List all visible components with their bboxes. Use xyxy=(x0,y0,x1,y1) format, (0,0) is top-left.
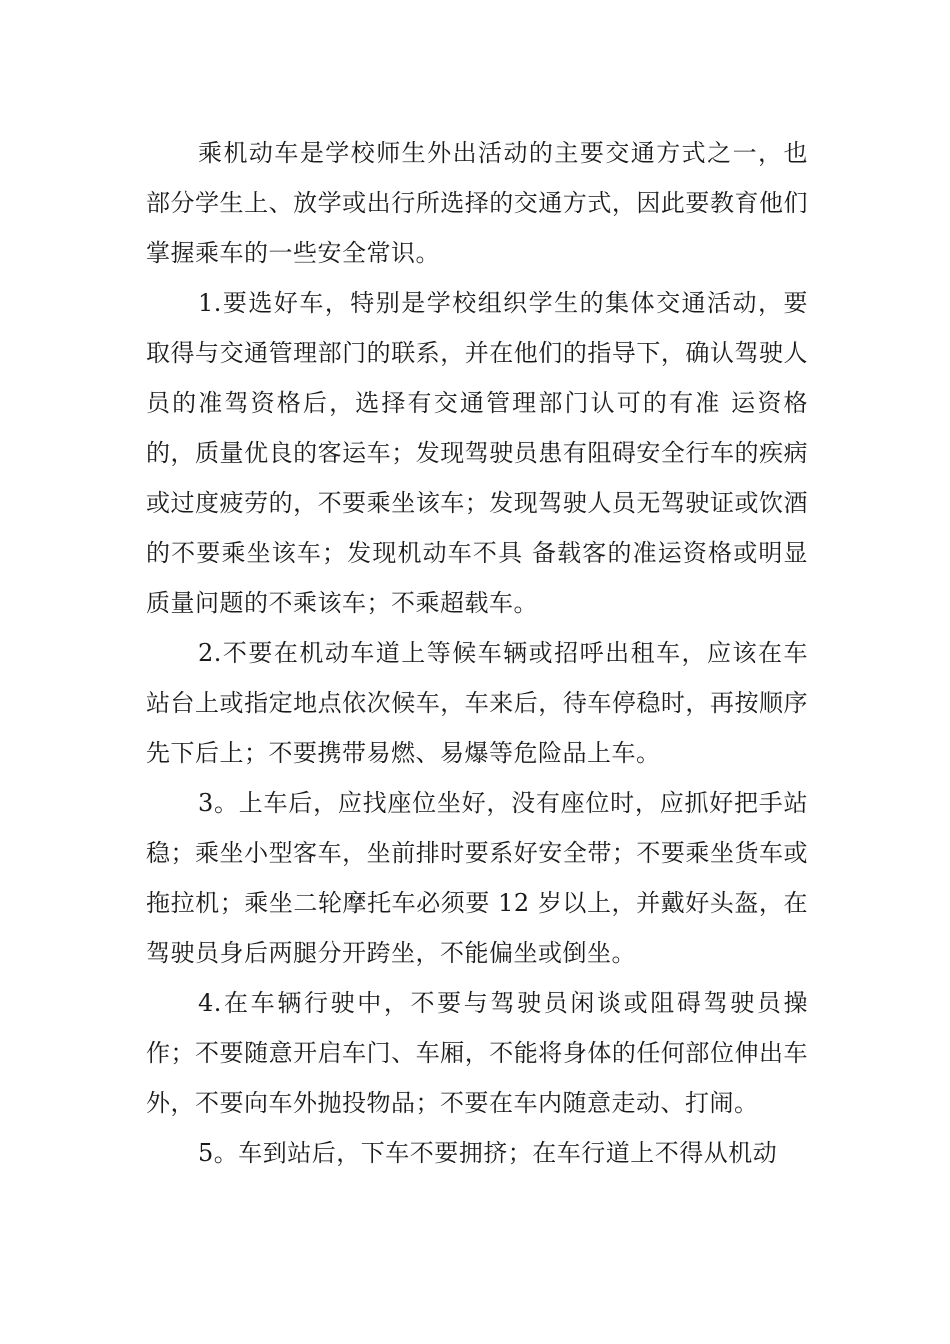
paragraph-rule-3: 3。上车后，应找座位坐好，没有座位时，应抓好把手站稳；乘坐小型客车，坐前排时要系好安全带；不要乘坐货车或拖拉机；乘坐二轮摩托车必须要 12 岁以上，并戴好头盔，在驾驶员身后两腿分开跨坐，不能偏坐或倒坐。 xyxy=(146,789,808,967)
paragraph-rule-1: 1.要选好车，特别是学校组织学生的集体交通活动，要取得与交通管理部门的联系，并在他们的指导下，确认驾驶人员的准驾资格后，选择有交通管理部门认可的有准 运资格的，质量优良的客运车；发现驾驶员患有阻碍安全行车的疾病或过度疲劳的，不要乘坐该车；发现驾驶人员无驾驶证或饮酒的不要乘坐该车；发现机动车不具 备载客的准运资格或明显质量问题的不乘该车；不乘超载车。 xyxy=(146,289,808,617)
paragraph-rule-2: 2.不要在机动车道上等候车辆或招呼出租车，应该在车站台上或指定地点依次候车，车来后，待车停稳时，再按顺序先下后上；不要携带易燃、易爆等危险品上车。 xyxy=(146,639,808,767)
document-body xyxy=(146,128,808,1178)
paragraph-rule-4: 4.在车辆行驶中，不要与驾驶员闲谈或阻碍驾驶员操作；不要随意开启车门、车厢，不能将身体的任何部位伸出车外，不要向车外抛投物品；不要在车内随意走动、打闹。 xyxy=(146,989,808,1117)
paragraph-intro: 乘机动车是学校师生外出活动的主要交通方式之一，也部分学生上、放学或出行所选择的交通方式，因此要教育他们掌握乘车的一些安全常识。 xyxy=(146,139,808,267)
paragraph-rule-5: 5。车到站后，下车不要拥挤；在车行道上不得从机动 xyxy=(198,1139,778,1167)
